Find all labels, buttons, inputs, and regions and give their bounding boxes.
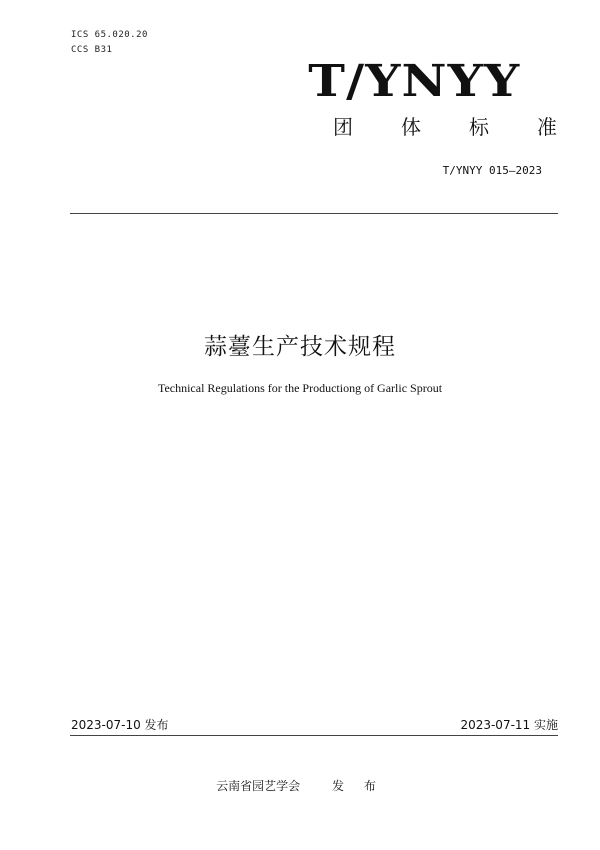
publisher-organization: 云南省园艺学会 bbox=[216, 779, 301, 793]
issue-date: 2023-07-10 发布 bbox=[71, 718, 169, 732]
header-divider bbox=[70, 213, 558, 214]
publisher-line bbox=[0, 777, 600, 794]
footer-divider bbox=[70, 735, 558, 736]
ics-code: ICS 65.020.20 bbox=[71, 30, 148, 40]
standard-type-char: 准 bbox=[537, 115, 557, 139]
standard-logo: T/YNYY bbox=[308, 56, 520, 107]
standard-type-char: 体 bbox=[401, 115, 421, 139]
document-title-english: Technical Regulations for the Productiong of Garlic Sprout bbox=[157, 381, 443, 395]
standard-number: T/YNYY 015—2023 bbox=[442, 164, 542, 177]
standard-type-char: 标 bbox=[469, 115, 489, 139]
ccs-code: CCS B31 bbox=[71, 45, 113, 55]
document-title-chinese: 蒜薹生产技术规程 bbox=[204, 334, 396, 360]
standard-type-char: 团 bbox=[333, 115, 353, 139]
publish-action: 发 布 bbox=[332, 779, 384, 793]
standard-type bbox=[333, 117, 557, 137]
implementation-date: 2023-07-11 实施 bbox=[460, 718, 558, 732]
